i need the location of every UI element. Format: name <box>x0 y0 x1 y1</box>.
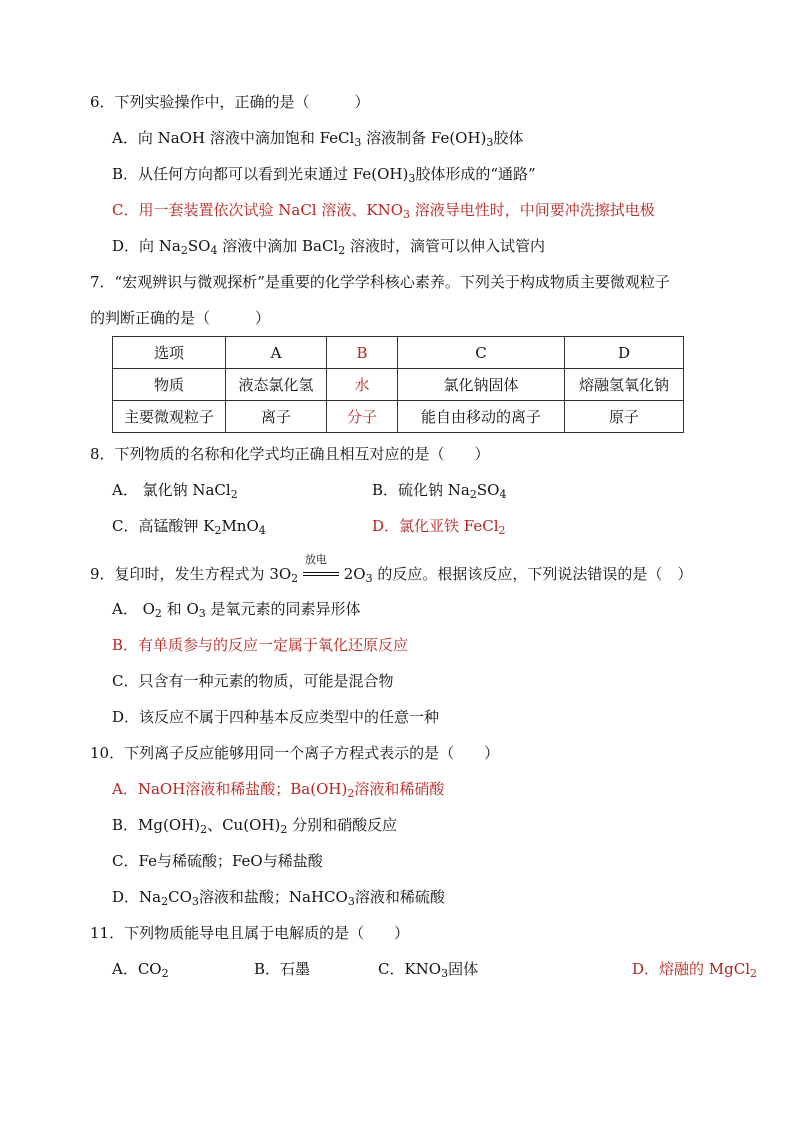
table-row <box>113 337 684 369</box>
q6-stem: 6．下列实验操作中，正确的是（ ） <box>90 93 370 111</box>
q9-option-c: C．只含有一种元素的物质，可能是混合物 <box>112 672 394 690</box>
q6-option-b: B．从任何方向都可以看到光束通过 $Fe(OH)_3$胶体形成的“通路” <box>112 165 536 185</box>
table-cell: D <box>565 337 684 369</box>
q7-table <box>112 336 684 433</box>
q6-option-a: A．向 NaOH 溶液中滴加饱和 FeCl$_3$ 溶液制备 $Fe(OH)_3$胶体 <box>112 129 524 149</box>
q11-option-c: C．$KNO_3$固体 <box>378 960 479 980</box>
q8-stem: 8．下列物质的名称和化学式均正确且相互对应的是（ ） <box>90 445 490 463</box>
q8-option-c: C．高锰酸钾 $K_2MnO_4$ <box>112 517 266 537</box>
q9-option-d: D．该反应不属于四种基本反应类型中的任意一种 <box>112 708 440 726</box>
q11-option-d-answer: D．熔融的 MgCl$_2$ <box>632 960 758 980</box>
q7-stem-line1: 7．“宏观辨识与微观探析”是重要的化学学科核心素养。下列关于构成物质主要微观粒子 <box>90 273 670 291</box>
table-cell: 能自由移动的离子 <box>398 401 565 433</box>
q10-option-a-answer: A．NaOH溶液和稀盐酸；$Ba(OH)_2$溶液和稀硝酸 <box>112 780 445 800</box>
table-cell: 原子 <box>565 401 684 433</box>
q8-option-d-answer: D．氯化亚铁 FeCl$_2$ <box>372 517 506 537</box>
table-cell-answer: 水 <box>327 369 398 401</box>
q8-option-a: A． 氯化钠 NaCl$_2$ <box>112 481 238 501</box>
table-cell: 离子 <box>226 401 327 433</box>
table-row <box>113 401 684 433</box>
q10-option-b: B．$Mg(OH)_2$、$Cu(OH)_2$ 分别和硝酸反应 <box>112 816 398 836</box>
table-cell: 液态氯化氢 <box>226 369 327 401</box>
q10-option-d: D．$Na_2CO_3$溶液和盐酸；NaHCO$_3$溶液和稀硫酸 <box>112 888 445 908</box>
table-cell: 物质 <box>113 369 226 401</box>
table-row <box>113 369 684 401</box>
q9-stem: 9．复印时，发生方程式为 $3O_2$ 放电 $2O_3$ 的反应。根据该反应，下列说法错误的是（ ） <box>90 553 693 585</box>
q11-option-a: A．$CO_2$ <box>112 960 169 980</box>
q6-option-d: D．向 $Na_2SO_4$ 溶液中滴加 BaCl$_2$ 溶液时，滴管可以伸入试管内 <box>112 237 546 257</box>
q9-option-a: A． $O_2$ 和 $O_3$ 是氧元素的同素异形体 <box>112 600 361 620</box>
q11-option-b: B．石墨 <box>254 960 311 978</box>
q10-stem: 10．下列离子反应能够用同一个离子方程式表示的是（ ） <box>90 744 500 762</box>
table-cell: 熔融氢氧化钠 <box>565 369 684 401</box>
q10-option-c: C．Fe与稀硫酸；FeO与稀盐酸 <box>112 852 323 870</box>
q8-option-b: B．硫化钠 $Na_2SO_4$ <box>372 481 507 501</box>
table-cell: 选项 <box>113 337 226 369</box>
table-cell: A <box>226 337 327 369</box>
table-cell: 氯化钠固体 <box>398 369 565 401</box>
table-cell: C <box>398 337 565 369</box>
q11-stem: 11．下列物质能导电且属于电解质的是（ ） <box>90 924 410 942</box>
table-cell: 主要微观粒子 <box>113 401 226 433</box>
table-cell-answer: 分子 <box>327 401 398 433</box>
equation-arrow: 放电 <box>303 563 339 583</box>
q9-option-b-answer: B．有单质参与的反应一定属于氧化还原反应 <box>112 636 409 654</box>
q6-option-c-answer: C．用一套装置依次试验 NaCl 溶液、$KNO_3$ 溶液导电性时，中间要冲洗擦拭电极 <box>112 201 655 221</box>
table-cell-answer: B <box>327 337 398 369</box>
q7-stem-line2: 的判断正确的是（ ） <box>90 309 271 327</box>
